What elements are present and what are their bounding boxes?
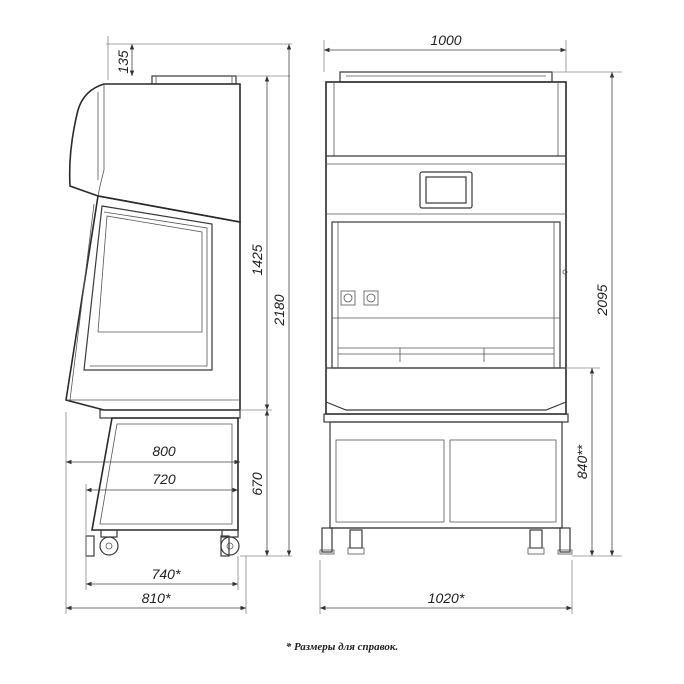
front-wheel-2 xyxy=(348,530,364,554)
dim-side-1425: 1425 xyxy=(249,244,265,276)
front-control-panel xyxy=(326,172,566,214)
front-work-opening xyxy=(332,222,567,368)
front-work-surface xyxy=(326,368,566,410)
dim-side-810: 810* xyxy=(141,590,171,606)
dim-side-720: 720 xyxy=(152,471,176,487)
side-stand xyxy=(92,410,240,530)
side-wheel-left xyxy=(86,530,118,556)
side-sash-section xyxy=(66,196,240,410)
front-stand xyxy=(324,414,568,528)
side-wheel-right xyxy=(221,530,239,556)
dim-front-2095: 2095 xyxy=(594,284,610,316)
dim-side-740: 740* xyxy=(151,566,181,582)
front-top-unit xyxy=(340,72,552,82)
front-cabinet-body xyxy=(326,82,566,414)
front-view xyxy=(320,32,622,614)
front-wheel-1 xyxy=(320,528,334,554)
side-view xyxy=(66,36,292,614)
side-top-unit xyxy=(152,76,236,84)
front-wheel-4 xyxy=(558,528,572,554)
side-cabinet-body xyxy=(70,84,240,222)
dim-front-1000: 1000 xyxy=(430,32,462,48)
dim-front-1020: 1020* xyxy=(427,590,465,606)
dim-side-800: 800 xyxy=(152,443,176,459)
dim-front-840: 840** xyxy=(574,444,590,480)
dim-side-2180: 2180 xyxy=(271,294,287,326)
dim-side-135: 135 xyxy=(115,50,131,74)
reference-footnote: * Размеры для справок. xyxy=(285,641,399,653)
front-wheel-3 xyxy=(528,530,544,554)
dim-side-670: 670 xyxy=(249,472,265,496)
